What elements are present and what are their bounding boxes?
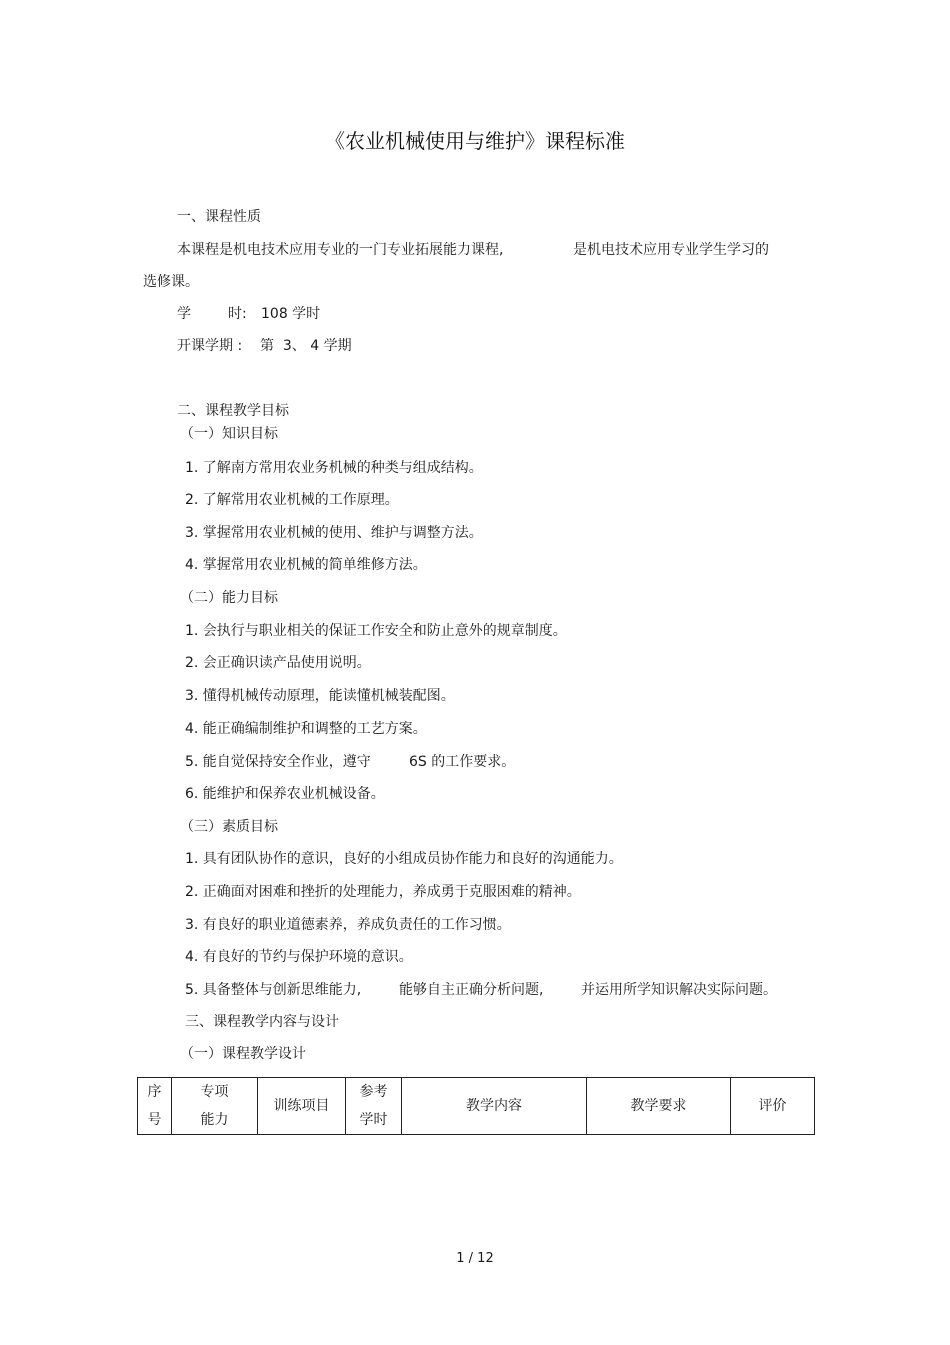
header-cell-evaluation: 评价: [731, 1078, 815, 1135]
ability-goal-item: 2. 会正确识读产品使用说明。: [185, 655, 371, 671]
header-cell-training-item: 训练项目: [258, 1078, 346, 1135]
page-number: 1 / 12: [456, 1251, 494, 1266]
term-value: 第 3、 4 学期: [260, 338, 352, 354]
quality-goal-item: 1. 具有团队协作的意识，良好的小组成员协作能力和良好的沟通能力。: [185, 851, 623, 867]
header-cell-index: 序 号: [138, 1078, 172, 1135]
ability-goal-item: 3. 懂得机械传动原理，能读懂机械装配图。: [185, 688, 455, 704]
quality-goal-item-5-part3: 并运用所学知识解决实际问题。: [581, 982, 777, 998]
quality-goal-item-5-part2: 能够自主正确分析问题,: [399, 982, 544, 998]
course-design-table: [137, 1077, 815, 1135]
knowledge-goal-item: 4. 掌握常用农业机械的简单维修方法。: [185, 557, 427, 573]
ability-goal-item-5-part2: 6S 的工作要求。: [409, 754, 516, 770]
quality-goal-item-5-part1: 5. 具备整体与创新思维能力,: [185, 982, 362, 998]
course-intro-part2: 是机电技术应用专业学生学习的: [573, 242, 769, 258]
course-intro-part3: 选修课。: [143, 274, 199, 290]
ability-goal-item: 6. 能维护和保养农业机械设备。: [185, 786, 385, 802]
document-title: 《农业机械使用与维护》课程标准: [325, 129, 625, 153]
section-heading-content-design: 三、课程教学内容与设计: [185, 1014, 339, 1030]
knowledge-goal-item: 3. 掌握常用农业机械的使用、维护与调整方法。: [185, 525, 483, 541]
knowledge-goal-item: 2. 了解常用农业机械的工作原理。: [185, 492, 399, 508]
term-label: 开课学期 :: [177, 338, 243, 354]
knowledge-goal-item: 1. 了解南方常用农业务机械的种类与组成结构。: [185, 460, 483, 476]
ability-goal-item-5-part1: 5. 能自觉保持安全作业，遵守: [185, 754, 371, 770]
subheading-knowledge-goals: （一）知识目标: [180, 426, 278, 442]
section-heading-course-nature: 一、课程性质: [177, 209, 261, 225]
subheading-ability-goals: （二）能力目标: [180, 590, 278, 606]
table-header-row: [138, 1078, 815, 1135]
subheading-quality-goals: （三）素质目标: [180, 819, 278, 835]
header-cell-teaching-requirements: 教学要求: [587, 1078, 731, 1135]
hours-label-1: 学: [177, 306, 191, 322]
ability-goal-item: 4. 能正确编制维护和调整的工艺方案。: [185, 721, 427, 737]
hours-value: 108 学时: [261, 306, 321, 322]
header-cell-teaching-content: 教学内容: [402, 1078, 587, 1135]
course-intro-part1: 本课程是机电技术应用专业的一门专业拓展能力课程,: [177, 242, 504, 258]
quality-goal-item: 2. 正确面对困难和挫折的处理能力，养成勇于克服困难的精神。: [185, 884, 581, 900]
quality-goal-item: 3. 有良好的职业道德素养，养成负责任的工作习惯。: [185, 917, 511, 933]
quality-goal-item: 4. 有良好的节约与保护环境的意识。: [185, 949, 413, 965]
subheading-teaching-design: （一）课程教学设计: [180, 1046, 306, 1062]
header-cell-reference-hours: 参考 学时: [346, 1078, 402, 1135]
section-heading-teaching-goals: 二、课程教学目标: [177, 403, 289, 419]
header-cell-special-ability: 专项 能力: [172, 1078, 258, 1135]
hours-label-2: 时:: [228, 306, 247, 322]
ability-goal-item: 1. 会执行与职业相关的保证工作安全和防止意外的规章制度。: [185, 623, 567, 639]
